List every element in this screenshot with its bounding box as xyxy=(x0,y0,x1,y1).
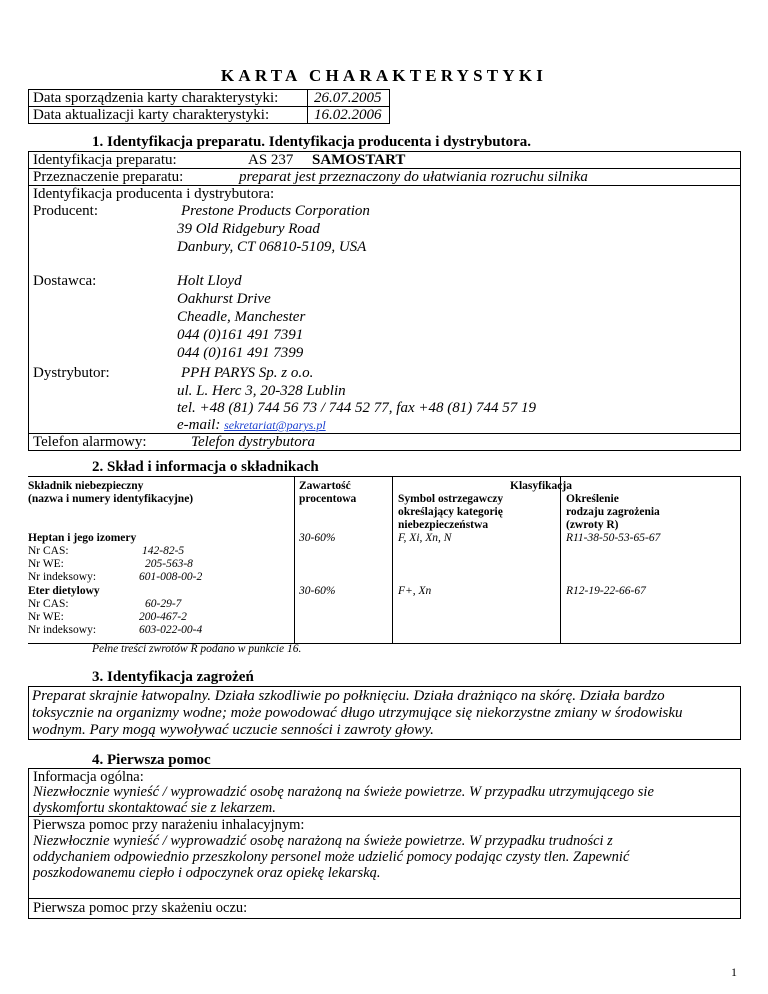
supplier-line: Cheadle, Manchester xyxy=(177,309,306,325)
purpose-value: preparat jest przeznaczony do ułatwiania rozruchu silnika xyxy=(239,169,588,185)
component-name: Eter dietylowy xyxy=(28,585,100,597)
col4-header: (zwroty R) xyxy=(566,519,619,531)
created-label: Data sporządzenia karty charakterystyki: xyxy=(33,90,279,106)
updated-value: 16.02.2006 xyxy=(314,107,382,123)
component-we: 200-467-2 xyxy=(139,611,187,623)
section4-box xyxy=(28,768,741,919)
inhal-line: Niezwłocznie wynieść / wyprowadzić osobę narażoną na świeże powietrze. W przypadku trudności z xyxy=(33,833,613,849)
component-percent: 30-60% xyxy=(299,585,336,597)
inhal-label: Pierwsza pomoc przy narażeniu inhalacyjnym: xyxy=(33,817,305,833)
producer-label: Producent: xyxy=(33,203,98,219)
classification-header: Klasyfikacja xyxy=(510,480,572,492)
section1-box xyxy=(28,151,741,451)
component-index: 603-022-00-4 xyxy=(139,624,203,636)
col4-header: rodzaju zagrożenia xyxy=(566,506,660,518)
component-we: 205-563-8 xyxy=(145,558,193,570)
component-r-phrases: R12-19-22-66-67 xyxy=(566,585,646,597)
section4-heading: 4. Pierwsza pomoc xyxy=(92,752,211,768)
section3-box xyxy=(28,686,741,740)
general-line: dyskomfortu skontaktować sie z lekarzem. xyxy=(33,800,276,816)
hazard-line: toksycznie na organizmy wodne; może powodować długo utrzymujące się niekorzystne zmiany w środowisku xyxy=(32,705,683,721)
inhal-line: poszkodowanemu ciepło i odpoczynek oraz opiekę lekarską. xyxy=(33,865,381,881)
col2-header: Zawartość xyxy=(299,480,351,492)
component-cas-label: Nr CAS: xyxy=(28,545,69,557)
general-line: Niezwłocznie wynieść / wyprowadzić osobę narażoną na świeże powietrze. W przypadku utrzymującego sie xyxy=(33,784,654,800)
distributor-line: ul. L. Herc 3, 20-328 Lublin xyxy=(177,383,346,399)
supplier-line: Oakhurst Drive xyxy=(177,291,271,307)
section3-heading: 3. Identyfikacja zagrożeń xyxy=(92,669,254,685)
component-name: Heptan i jego izomery xyxy=(28,532,137,544)
component-symbol: F+, Xn xyxy=(398,585,432,597)
purpose-label: Przeznaczenie preparatu: xyxy=(33,169,184,185)
component-we-label: Nr WE: xyxy=(28,611,64,623)
composition-table xyxy=(28,476,741,644)
alarm-value: Telefon dystrybutora xyxy=(191,434,316,450)
updated-label: Data aktualizacji karty charakterystyki: xyxy=(33,107,270,123)
inhal-line: oddychaniem odpowiednio przeszkolony personel może udzielić pomocy podając czysty tlen. Zapewnić xyxy=(33,849,630,865)
component-index-label: Nr indeksowy: xyxy=(28,571,97,583)
email-link[interactable]: sekretariat@parys.pl xyxy=(224,418,326,432)
component-index-label: Nr indeksowy: xyxy=(28,624,97,636)
section1-heading: 1. Identyfikacja preparatu. Identyfikacja producenta i dystrybutora. xyxy=(92,134,532,150)
col3-header: Symbol ostrzegawczy xyxy=(398,493,504,505)
hazard-line: wodnym. Pary mogą wywoływać uczucie senności i zawroty głowy. xyxy=(32,722,434,738)
component-symbol: F, Xi, Xn, N xyxy=(398,532,452,544)
section2-heading: 2. Skład i informacja o składnikach xyxy=(92,459,319,475)
producer-line: Prestone Products Corporation xyxy=(181,203,370,219)
component-cas-label: Nr CAS: xyxy=(28,598,69,610)
col3-header: określający kategorię xyxy=(398,506,503,518)
distributor-label: Dystrybutor: xyxy=(33,365,110,381)
supplier-line: 044 (0)161 491 7391 xyxy=(177,327,304,343)
supplier-line: Holt Lloyd xyxy=(177,273,242,289)
component-index: 601-008-00-2 xyxy=(139,571,203,583)
ident-name: SAMOSTART xyxy=(312,152,406,168)
general-label: Informacja ogólna: xyxy=(33,769,144,785)
footnote: Pełne treści zwrotów R podano w punkcie 16. xyxy=(92,643,302,655)
distributor-line: PPH PARYS Sp. z o.o. xyxy=(181,365,314,381)
supplier-line: 044 (0)161 491 7399 xyxy=(177,345,304,361)
dates-box xyxy=(28,89,390,124)
component-percent: 30-60% xyxy=(299,532,336,544)
created-value: 26.07.2005 xyxy=(314,90,382,106)
distributor-line: tel. +48 (81) 744 56 73 / 744 52 77, fax +48 (81) 744 57 19 xyxy=(177,400,536,416)
col3-header: niebezpieczeństwa xyxy=(398,519,489,531)
component-r-phrases: R11-38-50-53-65-67 xyxy=(566,532,661,544)
col2-header: procentowa xyxy=(299,493,357,505)
page-number: 1 xyxy=(731,965,737,979)
ident-label: Identyfikacja preparatu: xyxy=(33,152,177,168)
component-we-label: Nr WE: xyxy=(28,558,64,570)
alarm-label: Telefon alarmowy: xyxy=(33,434,147,450)
component-cas: 60-29-7 xyxy=(145,598,182,610)
producer-line: 39 Old Ridgebury Road xyxy=(177,221,320,237)
producer-line: Danbury, CT 06810-5109, USA xyxy=(177,239,367,255)
document-title: KARTA CHARAKTERYSTYKI xyxy=(220,66,548,85)
supplier-label: Dostawca: xyxy=(33,273,97,289)
component-cas: 142-82-5 xyxy=(142,545,185,557)
ident-code: AS 237 xyxy=(248,152,294,168)
col1-header: (nazwa i numery identyfikacyjne) xyxy=(28,493,194,505)
eyes-label: Pierwsza pomoc przy skażeniu oczu: xyxy=(33,900,248,916)
col1-header: Składnik niebezpieczny xyxy=(28,480,144,492)
email-label: e-mail: xyxy=(177,417,221,433)
col4-header: Określenie xyxy=(566,493,619,505)
hazard-line: Preparat skrajnie łatwopalny. Działa szkodliwie po połknięciu. Działa drażniąco na skórę. Działa bardzo xyxy=(32,688,665,704)
prod-dist-label: Identyfikacja producenta i dystrybutora: xyxy=(33,186,275,202)
